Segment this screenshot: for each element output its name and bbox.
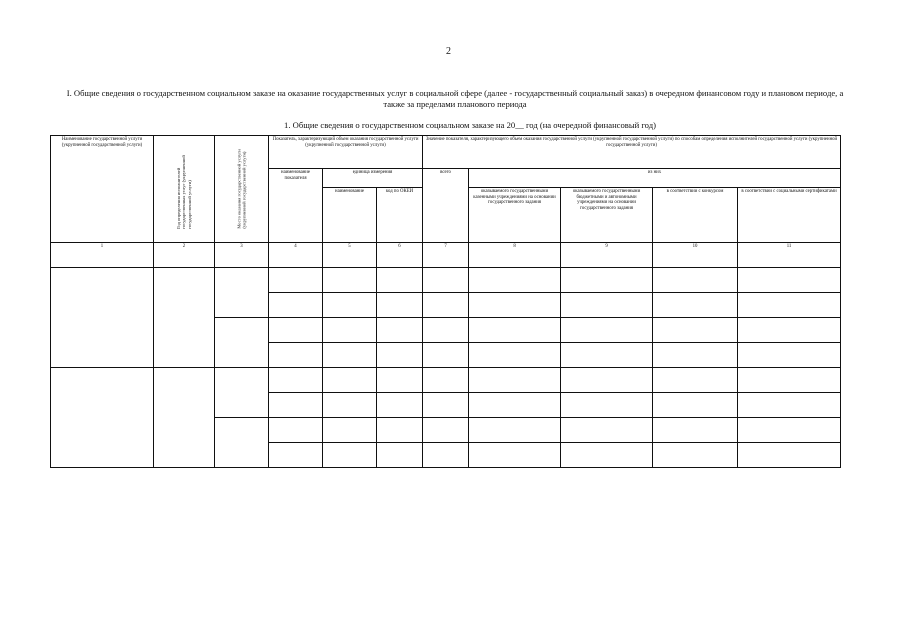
cell[interactable] bbox=[323, 268, 377, 293]
cell[interactable] bbox=[377, 343, 423, 368]
column-number: 4 bbox=[269, 243, 323, 268]
column-numbers-row bbox=[51, 243, 841, 268]
cell[interactable] bbox=[653, 343, 738, 368]
cell[interactable] bbox=[377, 418, 423, 443]
cell[interactable] bbox=[469, 293, 561, 318]
header-indicator-name: наименование показателя bbox=[269, 169, 323, 243]
cell-place[interactable] bbox=[215, 418, 269, 468]
page-number: 2 bbox=[446, 46, 451, 57]
table-title: 1. Общие сведения о государственном социальном заказе на 20__ год (на очередной финансовый год) bbox=[284, 120, 656, 130]
column-number: 8 bbox=[469, 243, 561, 268]
cell[interactable] bbox=[561, 293, 653, 318]
cell-service[interactable] bbox=[51, 368, 154, 468]
cell[interactable] bbox=[423, 418, 469, 443]
cell[interactable] bbox=[377, 293, 423, 318]
column-number: 2 bbox=[154, 243, 215, 268]
cell[interactable] bbox=[561, 343, 653, 368]
cell[interactable] bbox=[738, 268, 841, 293]
cell[interactable] bbox=[738, 418, 841, 443]
cell[interactable] bbox=[269, 443, 323, 468]
cell[interactable] bbox=[653, 293, 738, 318]
header-certificates: в соответствии с социальными сертификатами bbox=[738, 188, 841, 243]
cell[interactable] bbox=[269, 418, 323, 443]
cell[interactable] bbox=[469, 318, 561, 343]
cell[interactable] bbox=[738, 318, 841, 343]
cell[interactable] bbox=[323, 393, 377, 418]
cell[interactable] bbox=[469, 343, 561, 368]
cell[interactable] bbox=[738, 368, 841, 393]
cell[interactable] bbox=[561, 268, 653, 293]
cell[interactable] bbox=[469, 368, 561, 393]
column-number: 6 bbox=[377, 243, 423, 268]
cell-place[interactable] bbox=[215, 318, 269, 368]
cell[interactable] bbox=[653, 368, 738, 393]
header-row-1 bbox=[51, 136, 841, 169]
cell[interactable] bbox=[653, 268, 738, 293]
cell[interactable] bbox=[269, 268, 323, 293]
social-order-table bbox=[50, 135, 841, 468]
cell[interactable] bbox=[469, 268, 561, 293]
column-number: 3 bbox=[215, 243, 269, 268]
cell-year[interactable] bbox=[154, 368, 215, 468]
cell[interactable] bbox=[323, 293, 377, 318]
cell[interactable] bbox=[469, 443, 561, 468]
cell[interactable] bbox=[423, 343, 469, 368]
cell[interactable] bbox=[561, 443, 653, 468]
cell[interactable] bbox=[738, 343, 841, 368]
column-number: 11 bbox=[738, 243, 841, 268]
table-row bbox=[51, 368, 841, 393]
cell[interactable] bbox=[423, 293, 469, 318]
header-competition: в соответствии с конкурсом bbox=[653, 188, 738, 243]
column-number: 10 bbox=[653, 243, 738, 268]
cell[interactable] bbox=[653, 393, 738, 418]
header-place: Место оказания государственной услуги (укрупненной государственной услуги) bbox=[215, 136, 269, 243]
cell-place[interactable] bbox=[215, 368, 269, 418]
cell[interactable] bbox=[377, 443, 423, 468]
column-number: 9 bbox=[561, 243, 653, 268]
cell-year[interactable] bbox=[154, 268, 215, 368]
header-of-which: из них bbox=[469, 169, 841, 188]
cell[interactable] bbox=[423, 393, 469, 418]
section-heading: I. Общие сведения о государственном социальном заказе на оказание государственных услуг в социальной сфере (далее - государственный социальный заказ) в очередном финансовом году и плановом периоде, а также за пределами планового периода bbox=[66, 88, 844, 109]
cell[interactable] bbox=[561, 418, 653, 443]
cell[interactable] bbox=[269, 318, 323, 343]
header-year: Год определения исполнителей государственных услуг (укрупненной государственной услуги) bbox=[154, 136, 215, 243]
column-number: 7 bbox=[423, 243, 469, 268]
cell[interactable] bbox=[269, 293, 323, 318]
cell[interactable] bbox=[323, 368, 377, 393]
cell[interactable] bbox=[738, 443, 841, 468]
cell[interactable] bbox=[377, 318, 423, 343]
cell[interactable] bbox=[269, 343, 323, 368]
cell[interactable] bbox=[469, 393, 561, 418]
header-budget-autonomous: оказываемого государственными бюджетными и автономными учреждениями на основании государственного задания bbox=[561, 188, 653, 243]
cell[interactable] bbox=[561, 318, 653, 343]
cell[interactable] bbox=[269, 368, 323, 393]
cell[interactable] bbox=[323, 443, 377, 468]
header-unit: единица измерения bbox=[323, 169, 423, 188]
cell[interactable] bbox=[377, 268, 423, 293]
column-number: 1 bbox=[51, 243, 154, 268]
cell[interactable] bbox=[377, 393, 423, 418]
cell-service[interactable] bbox=[51, 268, 154, 368]
cell[interactable] bbox=[561, 393, 653, 418]
header-okei-code: код по ОКЕИ bbox=[377, 188, 423, 243]
header-kazennye: оказываемого государственными казенными учреждениями на основании государственного задания bbox=[469, 188, 561, 243]
cell[interactable] bbox=[423, 368, 469, 393]
column-number: 5 bbox=[323, 243, 377, 268]
cell[interactable] bbox=[653, 443, 738, 468]
cell[interactable] bbox=[269, 393, 323, 418]
table-row bbox=[51, 268, 841, 293]
header-service-name: Наименование государственной услуги (укрупненной государственной услуги) bbox=[51, 136, 154, 243]
cell[interactable] bbox=[323, 418, 377, 443]
cell[interactable] bbox=[377, 368, 423, 393]
header-unit-name: наименование bbox=[323, 188, 377, 243]
cell-place[interactable] bbox=[215, 268, 269, 318]
cell[interactable] bbox=[423, 318, 469, 343]
header-volume-indicator: Показатель, характеризующий объем оказания государственной услуги (укрупненной государственной услуги) bbox=[269, 136, 423, 169]
cell[interactable] bbox=[653, 318, 738, 343]
cell[interactable] bbox=[738, 393, 841, 418]
header-total: всего bbox=[423, 169, 469, 243]
cell[interactable] bbox=[323, 343, 377, 368]
cell[interactable] bbox=[738, 293, 841, 318]
cell[interactable] bbox=[469, 418, 561, 443]
cell[interactable] bbox=[653, 418, 738, 443]
cell[interactable] bbox=[323, 318, 377, 343]
cell[interactable] bbox=[423, 443, 469, 468]
cell[interactable] bbox=[561, 368, 653, 393]
cell[interactable] bbox=[423, 268, 469, 293]
header-value-indicator: Значение показателя, характеризующего объем оказания государственной услуги (укрупненной государственной услуги) по способам определения исполнителей государственной услуги (укрупненной государственной услуги) bbox=[423, 136, 841, 169]
